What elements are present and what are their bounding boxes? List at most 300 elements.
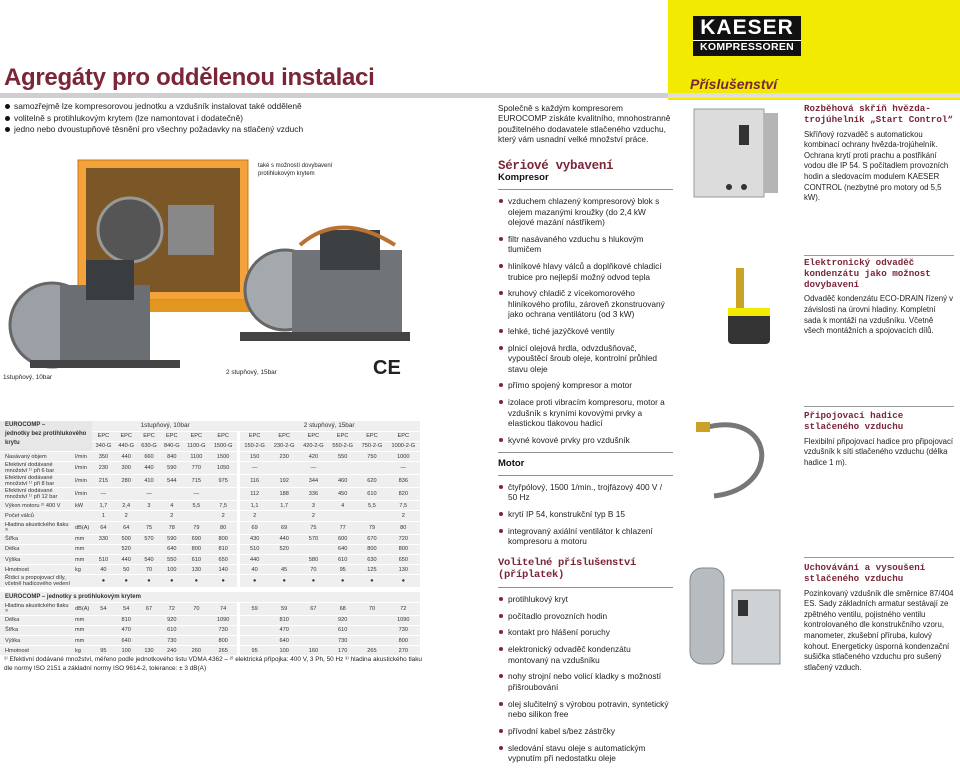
row-unit: [74, 511, 92, 521]
row-unit: mm: [74, 555, 92, 565]
table-row: [0, 462, 420, 475]
table-cell: 260: [183, 646, 209, 656]
table-cell: 720: [387, 534, 420, 544]
table-cell: 54: [115, 602, 138, 615]
accessory-text: Flexibilní připojovací hadice pro připojovací vzdušník k síti stlačeného vzduchu (délka hadice 1 m).: [804, 436, 954, 467]
two-stage-caption: 2 stupňový, 15bar: [226, 369, 277, 376]
table-cell: 40: [238, 565, 269, 575]
table-cell: 610: [183, 555, 209, 565]
table-cell: EPC: [183, 431, 209, 441]
table-cell: [270, 555, 299, 565]
table-cell: 590: [160, 534, 183, 544]
table-cell: 2: [238, 511, 269, 521]
table-cell: EPC: [270, 431, 299, 441]
row-label: Délka: [0, 615, 74, 625]
table-cell: ●: [270, 575, 299, 588]
row-unit: l/min: [74, 475, 92, 488]
table-cell: 50: [115, 565, 138, 575]
table-cell: [138, 625, 161, 635]
motor-list: [498, 482, 673, 547]
table-cell: 79: [357, 521, 386, 534]
table-cell: 770: [183, 462, 209, 475]
table-cell: EPC: [138, 431, 161, 441]
table-cell: —: [138, 488, 161, 501]
table-cell: 130: [387, 565, 420, 575]
table-cell: 836: [387, 475, 420, 488]
row-label: Efektivní dodávané množství ¹⁾ při 12 bar: [0, 488, 74, 501]
table-cell: 650: [210, 555, 239, 565]
table-cell: 215: [92, 475, 115, 488]
table-cell: 130: [183, 565, 209, 575]
table-cell: ●: [160, 575, 183, 588]
table-cell: ●: [357, 575, 386, 588]
table-title: [0, 421, 92, 452]
table-cell: 690: [183, 534, 209, 544]
table-cell: ●: [115, 575, 138, 588]
table-cell: [238, 635, 269, 645]
table-cell: 1: [92, 511, 115, 521]
table-cell: 460: [328, 475, 357, 488]
table-cell: [299, 544, 328, 554]
row-label: Hmotnost: [0, 565, 74, 575]
list-item: kruhový chladič z vícekomorového hliníkového profilu, zároveň zkonstruovaný jako ochrana ventilátoru (od 3 kW): [498, 288, 673, 319]
table-cell: 580: [299, 555, 328, 565]
table-cell: 116: [238, 475, 269, 488]
table-cell: 440: [115, 452, 138, 462]
table-cell: 550-2-G: [328, 441, 357, 451]
table-cell: 1050: [210, 462, 239, 475]
table-cell: 610: [328, 625, 357, 635]
accessory-hose: [804, 411, 954, 468]
intro-text: Společně s každým kompresorem EUROCOMP získáte kvalitního, mnohostranně použitelného dodavatele stlačeného vzduchu, který vám usnadní velké množství práce.: [498, 103, 671, 145]
table-cell: 40: [92, 565, 115, 575]
table-cell: 69: [238, 521, 269, 534]
row-unit: kg: [74, 646, 92, 656]
table-row: [0, 565, 420, 575]
table-cell: 75: [299, 521, 328, 534]
table-cell: 192: [270, 475, 299, 488]
table-cell: 440: [115, 555, 138, 565]
table-cell: 750: [357, 452, 386, 462]
logo-name: KAESER: [700, 16, 794, 39]
row-unit: [74, 575, 92, 588]
list-item: lehké, tiché jazýčkové ventily: [498, 326, 673, 336]
row-label: Výška: [0, 635, 74, 645]
table-cell: —: [299, 462, 328, 475]
table-cell: ●: [387, 575, 420, 588]
row-unit: dB(A): [74, 602, 92, 615]
header-bar: [0, 0, 668, 55]
table-cell: 70: [138, 565, 161, 575]
table-cell: 470: [115, 625, 138, 635]
table-cell: —: [238, 462, 269, 475]
table-cell: 150: [238, 452, 269, 462]
table-cell: 7,5: [210, 501, 239, 511]
table-row: [0, 501, 420, 511]
table-cell: 650: [387, 555, 420, 565]
middle-column: [498, 103, 673, 770]
table-cell: 70: [357, 602, 386, 615]
table-subtitle: EUROCOMP – jednotky s protihlukovým krytem: [0, 592, 420, 602]
table-row: [0, 452, 420, 462]
table-cell: ●: [138, 575, 161, 588]
table-cell: [183, 625, 209, 635]
table-cell: 550: [160, 555, 183, 565]
table-cell: [183, 511, 209, 521]
table-cell: 810: [115, 615, 138, 625]
table-cell: 640: [160, 544, 183, 554]
table-row: [0, 635, 420, 645]
table-cell: ●: [183, 575, 209, 588]
table-cell: 1500-G: [210, 441, 239, 451]
table-cell: [183, 615, 209, 625]
start-control-image: [684, 105, 794, 205]
accessory-title: Rozběhová skříň hvězda-trojúhelník „Start Control“: [804, 103, 953, 125]
table-cell: [183, 635, 209, 645]
table-cell: 95: [92, 646, 115, 656]
table-cell: 570: [138, 534, 161, 544]
table-cell: 715: [183, 475, 209, 488]
table-cell: 300: [115, 462, 138, 475]
table-cell: 100: [270, 646, 299, 656]
accessory-text: Pozinkovaný vzdušník dle směrnice 87/404 ES. Sady základních armatur sestávají ze zpětného ventilu, pojistného ventilu kontrolovaného dle konstrukčního vzoru, manometer, zkušební příruba, kulový kohout. Energeticky úsporná kondenzační sušička stlačeného vzduchu pro sušený stlačený vzduch.: [804, 588, 954, 672]
table-cell: 54: [92, 602, 115, 615]
accessory-start-control: [804, 104, 954, 204]
row-unit: l/min: [74, 488, 92, 501]
table-cell: 600: [328, 534, 357, 544]
table-cell: 1,7: [270, 501, 299, 511]
row-unit: kW: [74, 501, 92, 511]
table-cell: 3: [138, 501, 161, 511]
table-cell: 140: [210, 565, 239, 575]
table-cell: [92, 544, 115, 554]
table-cell: 800: [210, 534, 239, 544]
table-cell: EPC: [238, 431, 269, 441]
table-cell: EPC: [387, 431, 420, 441]
table-cell: 544: [160, 475, 183, 488]
table-cell: 800: [387, 635, 420, 645]
table-cell: 336: [299, 488, 328, 501]
list-item: čtyřpólový, 1500 1/min., trojfázový 400 V / 50 Hz: [498, 482, 673, 503]
row-label: Délka: [0, 544, 74, 554]
table-cell: 1000-2-G: [387, 441, 420, 451]
table-cell: 520: [270, 544, 299, 554]
table-cell: ●: [299, 575, 328, 588]
compressor-title: Kompresor: [498, 172, 549, 184]
table-cell: [210, 488, 239, 501]
table-cell: 1100-G: [183, 441, 209, 451]
logo-sub: KOMPRESSOREN: [693, 40, 801, 53]
accessories-rule: [668, 93, 960, 98]
list-item: počítadlo provozních hodin: [498, 611, 673, 621]
table-cell: 80: [387, 521, 420, 534]
table-cell: 510: [92, 555, 115, 565]
accessory-title: Uchovávání a vysoušení stlačeného vzduchu: [804, 562, 926, 584]
table-cell: 670: [357, 534, 386, 544]
table-cell: —: [92, 488, 115, 501]
table-cell: 1090: [210, 615, 239, 625]
table-cell: [357, 462, 386, 475]
product-images: [0, 150, 420, 390]
table-row: [0, 575, 420, 588]
intro-item: samozřejmě lze kompresorovou jednotku a vzdušník instalovat také odděleně: [4, 101, 304, 113]
table-cell: 1090: [387, 615, 420, 625]
group-two: 2 stupňový, 15bar: [238, 421, 420, 431]
air-receiver-image: [684, 560, 794, 670]
table-cell: 5,5: [183, 501, 209, 511]
list-item: kyvné kovové prvky pro vzdušník: [498, 435, 673, 445]
list-item: izolace proti vibracím kompresoru, motor a vzdušník s kryními kovovými prvky a elastickou tlakovou hadicí: [498, 397, 673, 428]
serial-title: Sériové vybavení: [498, 158, 614, 173]
table-cell: 4: [328, 501, 357, 511]
table-cell: 350: [92, 452, 115, 462]
table-cell: 112: [238, 488, 269, 501]
compressor-list: [498, 196, 673, 445]
table-cell: 440: [270, 534, 299, 544]
row-label: Hladina akustického tlaku ³⁾: [0, 521, 74, 534]
table-cell: EPC: [328, 431, 357, 441]
table-cell: EPC: [160, 431, 183, 441]
row-label: Výška: [0, 555, 74, 565]
table-cell: 730: [328, 635, 357, 645]
footnote: ¹⁾ Efektivní dodávané množství, měřeno podle jednotkového listu VDMA 4362 – ²⁾ elektrická přípojka: 400 V, 3 Ph, 50 Hz ³⁾ hladina akustického tlaku dle normy ISO 2151 a základní normy ISO 9614-2, tolerance: ± 3 dB(A): [4, 656, 422, 672]
table-cell: ●: [210, 575, 239, 588]
table-cell: 72: [160, 602, 183, 615]
table-row: [0, 544, 420, 554]
table-cell: 810: [210, 544, 239, 554]
list-item: integrovaný axiální ventilátor k chlazení kompresoru a motoru: [498, 526, 673, 547]
table-cell: 230: [270, 452, 299, 462]
table-cell: 240: [160, 646, 183, 656]
table-cell: 630-G: [138, 441, 161, 451]
table-cell: 540: [138, 555, 161, 565]
table-cell: 68: [328, 602, 357, 615]
single-stage-caption: 1stupňový, 10bar: [3, 374, 53, 381]
table-cell: [238, 625, 269, 635]
divider: [498, 189, 673, 190]
row-label: Nasávaný objem: [0, 452, 74, 462]
list-item: hliníkové hlavy válců a doplňkové chladicí trubice pro nejlepší možný odvod tepla: [498, 261, 673, 282]
row-unit: kg: [74, 565, 92, 575]
row-unit: dB(A): [74, 521, 92, 534]
table-cell: EPC: [210, 431, 239, 441]
table-cell: 520: [115, 544, 138, 554]
table-cell: 590: [160, 462, 183, 475]
table-cell: 5,5: [357, 501, 386, 511]
table-cell: [138, 635, 161, 645]
table-cell: 72: [387, 602, 420, 615]
table-cell: [92, 615, 115, 625]
table-cell: 59: [238, 602, 269, 615]
table-cell: 75: [138, 521, 161, 534]
table-cell: 3: [299, 501, 328, 511]
table-cell: [328, 511, 357, 521]
table-cell: 420-2-G: [299, 441, 328, 451]
table-cell: 610: [357, 488, 386, 501]
list-item: elektronický odvaděč kondenzátu montovaný na vzdušníku: [498, 644, 673, 665]
row-unit: l/min: [74, 462, 92, 475]
table-cell: 730: [210, 625, 239, 635]
list-item: plnicí olejová hrdla, odvzdušňovač, vypouštěcí šroub oleje, kontrolní průhled stavu oleje: [498, 343, 673, 374]
row-unit: l/min: [74, 452, 92, 462]
table-cell: 410: [138, 475, 161, 488]
table-cell: 2,4: [115, 501, 138, 511]
row-unit: mm: [74, 625, 92, 635]
divider: [804, 406, 954, 407]
table-cell: [92, 625, 115, 635]
table-row: [0, 521, 420, 534]
accessories-title: Příslušenství: [690, 76, 778, 92]
table-cell: 59: [270, 602, 299, 615]
table-cell: 280: [115, 475, 138, 488]
table-cell: 64: [92, 521, 115, 534]
table-cell: 840-G: [160, 441, 183, 451]
accessory-receiver: [804, 563, 954, 673]
table-cell: 610: [160, 625, 183, 635]
row-label: Šířka: [0, 534, 74, 544]
table-cell: 160: [299, 646, 328, 656]
table-cell: 70: [299, 565, 328, 575]
accessory-title: Připojovací hadice stlačeného vzduchu: [804, 410, 904, 432]
table-cell: 69: [270, 521, 299, 534]
table-cell: 610: [328, 555, 357, 565]
table-cell: 800: [387, 544, 420, 554]
table-cell: 640: [270, 635, 299, 645]
table-cell: 344: [299, 475, 328, 488]
ce-mark: CE: [373, 357, 401, 379]
table-cell: 810: [270, 615, 299, 625]
table-cell: 2: [210, 511, 239, 521]
table-cell: 1500: [210, 452, 239, 462]
list-item: protihlukový kryt: [498, 594, 673, 604]
row-label: Řídicí a propojovací díly, včetně hadicového vedení: [0, 575, 74, 588]
table-cell: 95: [238, 646, 269, 656]
table-row: [0, 555, 420, 565]
table-cell: EPC: [299, 431, 328, 441]
table-cell: 45: [270, 565, 299, 575]
table-cell: 570: [299, 534, 328, 544]
hose-image: [684, 408, 794, 508]
table-cell: [115, 488, 138, 501]
table-cell: 1,1: [238, 501, 269, 511]
table-cell: ●: [328, 575, 357, 588]
accessory-condensate: [804, 258, 954, 337]
row-label: Výkon motoru ²⁾ 400 V: [0, 501, 74, 511]
table-cell: 730: [160, 635, 183, 645]
table-cell: 1,7: [92, 501, 115, 511]
table-cell: 440-G: [115, 441, 138, 451]
table-row: [0, 488, 420, 501]
table-cell: 450: [328, 488, 357, 501]
table-cell: 2: [160, 511, 183, 521]
optional-list: [498, 594, 673, 764]
table-cell: [92, 635, 115, 645]
housed-caption: také s možností dovybavení protihlukovým krytem: [258, 163, 333, 177]
table-cell: 800: [210, 635, 239, 645]
table-cell: EPC: [357, 431, 386, 441]
row-label: Hladina akustického tlaku ³⁾: [0, 602, 74, 615]
list-item: přívodní kabel s/bez zástrčky: [498, 726, 673, 736]
table-cell: [138, 615, 161, 625]
table-cell: 630: [357, 555, 386, 565]
list-item: filtr nasávaného vzduchu s hlukovým tlumičem: [498, 234, 673, 255]
divider: [804, 255, 954, 256]
table-row: [0, 615, 420, 625]
two-stage-compressor-image: [240, 228, 410, 342]
table-cell: 1100: [183, 452, 209, 462]
table-cell: —: [183, 488, 209, 501]
intro-list: [4, 101, 304, 136]
page-title: Agregáty pro oddělenou instalaci: [4, 64, 375, 91]
table-row: [0, 475, 420, 488]
table-cell: 340-G: [92, 441, 115, 451]
table-cell: 500: [115, 534, 138, 544]
table-cell: 125: [357, 565, 386, 575]
table-cell: 130: [138, 646, 161, 656]
table-cell: [357, 511, 386, 521]
table-cell: 470: [270, 625, 299, 635]
table-cell: 230: [92, 462, 115, 475]
table-cell: 430: [238, 534, 269, 544]
table-cell: [138, 544, 161, 554]
table-cell: [238, 615, 269, 625]
table-cell: [270, 511, 299, 521]
table-cell: 750-2-G: [357, 441, 386, 451]
list-item: vzduchem chlazený kompresorový blok s olejem mazanými kroužky (do 2,4 kW olejové mazání nástřikem): [498, 196, 673, 227]
table-cell: 265: [210, 646, 239, 656]
list-item: sledování stavu oleje s automatickým vypnutím při nedostatku oleje: [498, 743, 673, 764]
list-item: krytí IP 54, konstrukční typ B 15: [498, 509, 673, 519]
table-cell: 67: [138, 602, 161, 615]
spec-table-body: [0, 421, 420, 656]
table-cell: 270: [387, 646, 420, 656]
table-cell: ●: [238, 575, 269, 588]
row-unit: mm: [74, 544, 92, 554]
table-cell: 78: [160, 521, 183, 534]
table-cell: 800: [183, 544, 209, 554]
table-cell: 660: [138, 452, 161, 462]
table-cell: 920: [160, 615, 183, 625]
table-title-line: jednotky bez protihlukového krytu: [5, 431, 87, 446]
table-cell: 330: [92, 534, 115, 544]
table-cell: 100: [160, 565, 183, 575]
table-cell: [138, 511, 161, 521]
table-cell: 74: [210, 602, 239, 615]
list-item: přímo spojený kompresor a motor: [498, 380, 673, 390]
table-cell: [357, 615, 386, 625]
accessory-text: Skříňový rozvaděč s automatickou kombinací ochrany hvězda-trojúhelník. Ochrana krytí proti prachu a postřikání vodou dle IP 54. S počítadlem provozních hodin a sledovacím modulem KAESER CONTROL (nezbytné pro motory od 5,5 kW).: [804, 129, 949, 203]
table-cell: 1000: [387, 452, 420, 462]
row-unit: mm: [74, 534, 92, 544]
table-cell: 64: [115, 521, 138, 534]
row-unit: mm: [74, 615, 92, 625]
table-cell: [357, 635, 386, 645]
table-cell: 70: [183, 602, 209, 615]
table-cell: 975: [210, 475, 239, 488]
table-subtitle-row: [0, 592, 420, 602]
table-cell: [299, 625, 328, 635]
table-cell: 420: [299, 452, 328, 462]
row-label: Počet válců: [0, 511, 74, 521]
table-cell: 440: [238, 555, 269, 565]
table-cell: [270, 462, 299, 475]
table-cell: 2: [299, 511, 328, 521]
table-cell: 4: [160, 501, 183, 511]
row-label: Hmotnost: [0, 646, 74, 656]
table-row: [0, 602, 420, 615]
table-cell: 840: [160, 452, 183, 462]
table-cell: 95: [328, 565, 357, 575]
